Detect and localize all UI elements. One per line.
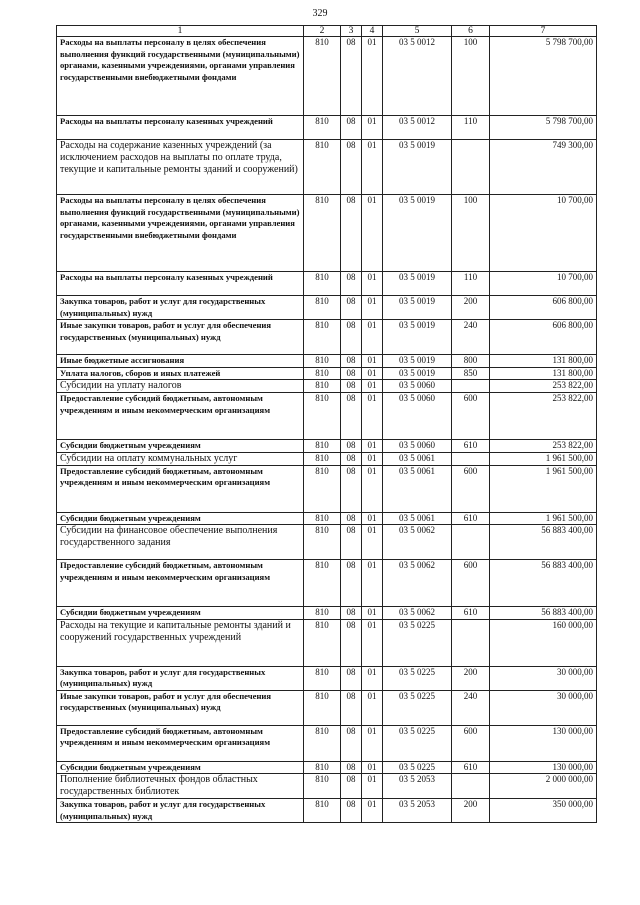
amount-cell: 5 798 700,00 (490, 37, 597, 116)
amount-cell: 131 800,00 (490, 367, 597, 380)
table-row (57, 525, 597, 560)
table-header-row (57, 26, 597, 37)
row-name-cell: Предоставление субсидий бюджетным, автономным учреждениям и иным некоммерческим организациям (57, 465, 304, 512)
table-row (57, 619, 597, 666)
admin-code-cell: 810 (304, 37, 341, 116)
target-article-cell: 03 5 2053 (383, 799, 452, 823)
column-header: 3 (341, 26, 362, 37)
target-article-cell: 03 5 0225 (383, 761, 452, 774)
amount-cell: 10 700,00 (490, 272, 597, 296)
target-article-cell: 03 5 0060 (383, 393, 452, 440)
column-header: 1 (57, 26, 304, 37)
section-cell: 08 (341, 380, 362, 393)
target-article-cell: 03 5 0062 (383, 560, 452, 607)
table-row (57, 272, 597, 296)
admin-code-cell: 810 (304, 440, 341, 453)
target-article-cell: 03 5 2053 (383, 774, 452, 799)
amount-cell: 749 300,00 (490, 140, 597, 195)
section-cell: 08 (341, 725, 362, 761)
section-cell: 08 (341, 140, 362, 195)
amount-cell: 253 822,00 (490, 380, 597, 393)
amount-cell: 131 800,00 (490, 355, 597, 368)
admin-code-cell: 810 (304, 761, 341, 774)
section-cell: 08 (341, 799, 362, 823)
section-cell: 08 (341, 37, 362, 116)
target-article-cell: 03 5 0019 (383, 140, 452, 195)
table-row (57, 761, 597, 774)
section-cell: 08 (341, 296, 362, 320)
expense-type-cell (452, 619, 490, 666)
target-article-cell: 03 5 0225 (383, 619, 452, 666)
column-header: 4 (362, 26, 383, 37)
subsection-cell: 01 (362, 380, 383, 393)
expense-type-cell: 610 (452, 440, 490, 453)
subsection-cell: 01 (362, 725, 383, 761)
subsection-cell: 01 (362, 690, 383, 725)
expense-type-cell: 110 (452, 272, 490, 296)
row-name-cell: Закупка товаров, работ и услуг для государственных (муниципальных) нужд (57, 296, 304, 320)
column-header: 5 (383, 26, 452, 37)
amount-cell: 253 822,00 (490, 440, 597, 453)
table-row (57, 799, 597, 823)
table-row (57, 320, 597, 355)
table-row (57, 440, 597, 453)
amount-cell: 56 883 400,00 (490, 525, 597, 560)
column-header: 7 (490, 26, 597, 37)
subsection-cell: 01 (362, 465, 383, 512)
amount-cell: 130 000,00 (490, 725, 597, 761)
table-row (57, 195, 597, 272)
subsection-cell: 01 (362, 512, 383, 525)
expense-type-cell: 100 (452, 37, 490, 116)
target-article-cell: 03 5 0019 (383, 296, 452, 320)
expense-type-cell (452, 525, 490, 560)
row-name-cell: Пополнение библиотечных фондов областных государственных библиотек (57, 774, 304, 799)
section-cell: 08 (341, 512, 362, 525)
row-name-cell: Расходы на выплаты персоналу казенных учреждений (57, 116, 304, 140)
row-name-cell: Закупка товаров, работ и услуг для государственных (муниципальных) нужд (57, 666, 304, 690)
section-cell: 08 (341, 607, 362, 620)
admin-code-cell: 810 (304, 452, 341, 465)
table-row (57, 37, 597, 116)
expense-type-cell: 240 (452, 690, 490, 725)
subsection-cell: 01 (362, 320, 383, 355)
expense-type-cell: 110 (452, 116, 490, 140)
target-article-cell: 03 5 0225 (383, 666, 452, 690)
admin-code-cell: 810 (304, 296, 341, 320)
amount-cell: 253 822,00 (490, 393, 597, 440)
subsection-cell: 01 (362, 525, 383, 560)
row-name-cell: Предоставление субсидий бюджетным, автономным учреждениям и иным некоммерческим организациям (57, 725, 304, 761)
target-article-cell: 03 5 0019 (383, 367, 452, 380)
subsection-cell: 01 (362, 393, 383, 440)
row-name-cell: Субсидии бюджетным учреждениям (57, 512, 304, 525)
section-cell: 08 (341, 560, 362, 607)
admin-code-cell: 810 (304, 774, 341, 799)
target-article-cell: 03 5 0062 (383, 525, 452, 560)
admin-code-cell: 810 (304, 320, 341, 355)
admin-code-cell: 810 (304, 560, 341, 607)
target-article-cell: 03 5 0225 (383, 690, 452, 725)
target-article-cell: 03 5 0012 (383, 116, 452, 140)
subsection-cell: 01 (362, 272, 383, 296)
section-cell: 08 (341, 690, 362, 725)
amount-cell: 30 000,00 (490, 666, 597, 690)
expense-type-cell: 200 (452, 296, 490, 320)
target-article-cell: 03 5 0061 (383, 512, 452, 525)
table-row (57, 380, 597, 393)
table-row (57, 355, 597, 368)
section-cell: 08 (341, 367, 362, 380)
subsection-cell: 01 (362, 140, 383, 195)
budget-table (56, 25, 597, 823)
amount-cell: 130 000,00 (490, 761, 597, 774)
admin-code-cell: 810 (304, 140, 341, 195)
subsection-cell: 01 (362, 560, 383, 607)
section-cell: 08 (341, 525, 362, 560)
section-cell: 08 (341, 272, 362, 296)
target-article-cell: 03 5 0225 (383, 725, 452, 761)
page-number: 329 (312, 8, 328, 19)
subsection-cell: 01 (362, 799, 383, 823)
target-article-cell: 03 5 0062 (383, 607, 452, 620)
table-row (57, 452, 597, 465)
amount-cell: 56 883 400,00 (490, 607, 597, 620)
table-row (57, 607, 597, 620)
expense-type-cell: 800 (452, 355, 490, 368)
amount-cell: 606 800,00 (490, 296, 597, 320)
table-row (57, 666, 597, 690)
subsection-cell: 01 (362, 440, 383, 453)
admin-code-cell: 810 (304, 607, 341, 620)
amount-cell: 30 000,00 (490, 690, 597, 725)
target-article-cell: 03 5 0019 (383, 272, 452, 296)
subsection-cell: 01 (362, 607, 383, 620)
row-name-cell: Иные бюджетные ассигнования (57, 355, 304, 368)
row-name-cell: Субсидии бюджетным учреждениям (57, 607, 304, 620)
row-name-cell: Расходы на текущие и капитальные ремонты зданий и сооружений государственных учреждений (57, 619, 304, 666)
table-row (57, 116, 597, 140)
expense-type-cell: 610 (452, 607, 490, 620)
admin-code-cell: 810 (304, 116, 341, 140)
amount-cell: 1 961 500,00 (490, 452, 597, 465)
admin-code-cell: 810 (304, 393, 341, 440)
admin-code-cell: 810 (304, 799, 341, 823)
admin-code-cell: 810 (304, 367, 341, 380)
amount-cell: 1 961 500,00 (490, 512, 597, 525)
row-name-cell: Закупка товаров, работ и услуг для государственных (муниципальных) нужд (57, 799, 304, 823)
table-row (57, 690, 597, 725)
expense-type-cell (452, 380, 490, 393)
table-row (57, 296, 597, 320)
amount-cell: 350 000,00 (490, 799, 597, 823)
row-name-cell: Уплата налогов, сборов и иных платежей (57, 367, 304, 380)
admin-code-cell: 810 (304, 690, 341, 725)
subsection-cell: 01 (362, 296, 383, 320)
expense-type-cell: 610 (452, 761, 490, 774)
row-name-cell: Субсидии бюджетным учреждениям (57, 761, 304, 774)
target-article-cell: 03 5 0019 (383, 195, 452, 272)
row-name-cell: Иные закупки товаров, работ и услуг для обеспечения государственных (муниципальных) нужд (57, 320, 304, 355)
admin-code-cell: 810 (304, 666, 341, 690)
target-article-cell: 03 5 0060 (383, 380, 452, 393)
row-name-cell: Расходы на содержание казенных учреждений (за исключением расходов на выплаты по оплате труда, текущие и капитальные ремонты зданий и сооружений) (57, 140, 304, 195)
expense-type-cell: 100 (452, 195, 490, 272)
table-row (57, 560, 597, 607)
table-row (57, 725, 597, 761)
section-cell: 08 (341, 393, 362, 440)
column-header: 2 (304, 26, 341, 37)
section-cell: 08 (341, 774, 362, 799)
expense-type-cell: 240 (452, 320, 490, 355)
table-row (57, 512, 597, 525)
section-cell: 08 (341, 320, 362, 355)
admin-code-cell: 810 (304, 380, 341, 393)
admin-code-cell: 810 (304, 195, 341, 272)
subsection-cell: 01 (362, 666, 383, 690)
expense-type-cell: 600 (452, 560, 490, 607)
expense-type-cell (452, 452, 490, 465)
subsection-cell: 01 (362, 37, 383, 116)
subsection-cell: 01 (362, 116, 383, 140)
target-article-cell: 03 5 0060 (383, 440, 452, 453)
admin-code-cell: 810 (304, 465, 341, 512)
expense-type-cell: 600 (452, 725, 490, 761)
target-article-cell: 03 5 0061 (383, 452, 452, 465)
expense-type-cell: 200 (452, 666, 490, 690)
admin-code-cell: 810 (304, 619, 341, 666)
section-cell: 08 (341, 452, 362, 465)
expense-type-cell: 850 (452, 367, 490, 380)
row-name-cell: Расходы на выплаты персоналу в целях обеспечения выполнения функций государственными (муниципальными) органами, казенными учреждениями, органами управления государственными внебюджетными фондами (57, 195, 304, 272)
table-row (57, 140, 597, 195)
row-name-cell: Субсидии на оплату коммунальных услуг (57, 452, 304, 465)
amount-cell: 606 800,00 (490, 320, 597, 355)
column-header: 6 (452, 26, 490, 37)
admin-code-cell: 810 (304, 725, 341, 761)
target-article-cell: 03 5 0012 (383, 37, 452, 116)
section-cell: 08 (341, 116, 362, 140)
row-name-cell: Расходы на выплаты персоналу казенных учреждений (57, 272, 304, 296)
subsection-cell: 01 (362, 619, 383, 666)
subsection-cell: 01 (362, 452, 383, 465)
subsection-cell: 01 (362, 761, 383, 774)
target-article-cell: 03 5 0019 (383, 320, 452, 355)
admin-code-cell: 810 (304, 272, 341, 296)
section-cell: 08 (341, 440, 362, 453)
row-name-cell: Предоставление субсидий бюджетным, автономным учреждениям и иным некоммерческим организациям (57, 393, 304, 440)
amount-cell: 160 000,00 (490, 619, 597, 666)
amount-cell: 5 798 700,00 (490, 116, 597, 140)
section-cell: 08 (341, 666, 362, 690)
row-name-cell: Субсидии бюджетным учреждениям (57, 440, 304, 453)
admin-code-cell: 810 (304, 355, 341, 368)
amount-cell: 10 700,00 (490, 195, 597, 272)
amount-cell: 56 883 400,00 (490, 560, 597, 607)
row-name-cell: Субсидии на финансовое обеспечение выполнения государственного задания (57, 525, 304, 560)
amount-cell: 1 961 500,00 (490, 465, 597, 512)
target-article-cell: 03 5 0019 (383, 355, 452, 368)
expense-type-cell: 610 (452, 512, 490, 525)
subsection-cell: 01 (362, 367, 383, 380)
amount-cell: 2 000 000,00 (490, 774, 597, 799)
section-cell: 08 (341, 465, 362, 512)
admin-code-cell: 810 (304, 512, 341, 525)
admin-code-cell: 810 (304, 525, 341, 560)
subsection-cell: 01 (362, 774, 383, 799)
expense-type-cell: 600 (452, 393, 490, 440)
target-article-cell: 03 5 0061 (383, 465, 452, 512)
section-cell: 08 (341, 761, 362, 774)
expense-type-cell: 600 (452, 465, 490, 512)
expense-type-cell (452, 774, 490, 799)
section-cell: 08 (341, 619, 362, 666)
row-name-cell: Иные закупки товаров, работ и услуг для обеспечения государственных (муниципальных) нужд (57, 690, 304, 725)
section-cell: 08 (341, 195, 362, 272)
row-name-cell: Предоставление субсидий бюджетным, автономным учреждениям и иным некоммерческим организациям (57, 560, 304, 607)
table-row (57, 465, 597, 512)
table-row (57, 774, 597, 799)
section-cell: 08 (341, 355, 362, 368)
table-row (57, 367, 597, 380)
expense-type-cell (452, 140, 490, 195)
subsection-cell: 01 (362, 195, 383, 272)
row-name-cell: Расходы на выплаты персоналу в целях обеспечения выполнения функций государственными (муниципальными) органами, казенными учреждениями, органами управления государственными внебюджетными фондами (57, 37, 304, 116)
subsection-cell: 01 (362, 355, 383, 368)
row-name-cell: Субсидии на уплату налогов (57, 380, 304, 393)
table-row (57, 393, 597, 440)
expense-type-cell: 200 (452, 799, 490, 823)
